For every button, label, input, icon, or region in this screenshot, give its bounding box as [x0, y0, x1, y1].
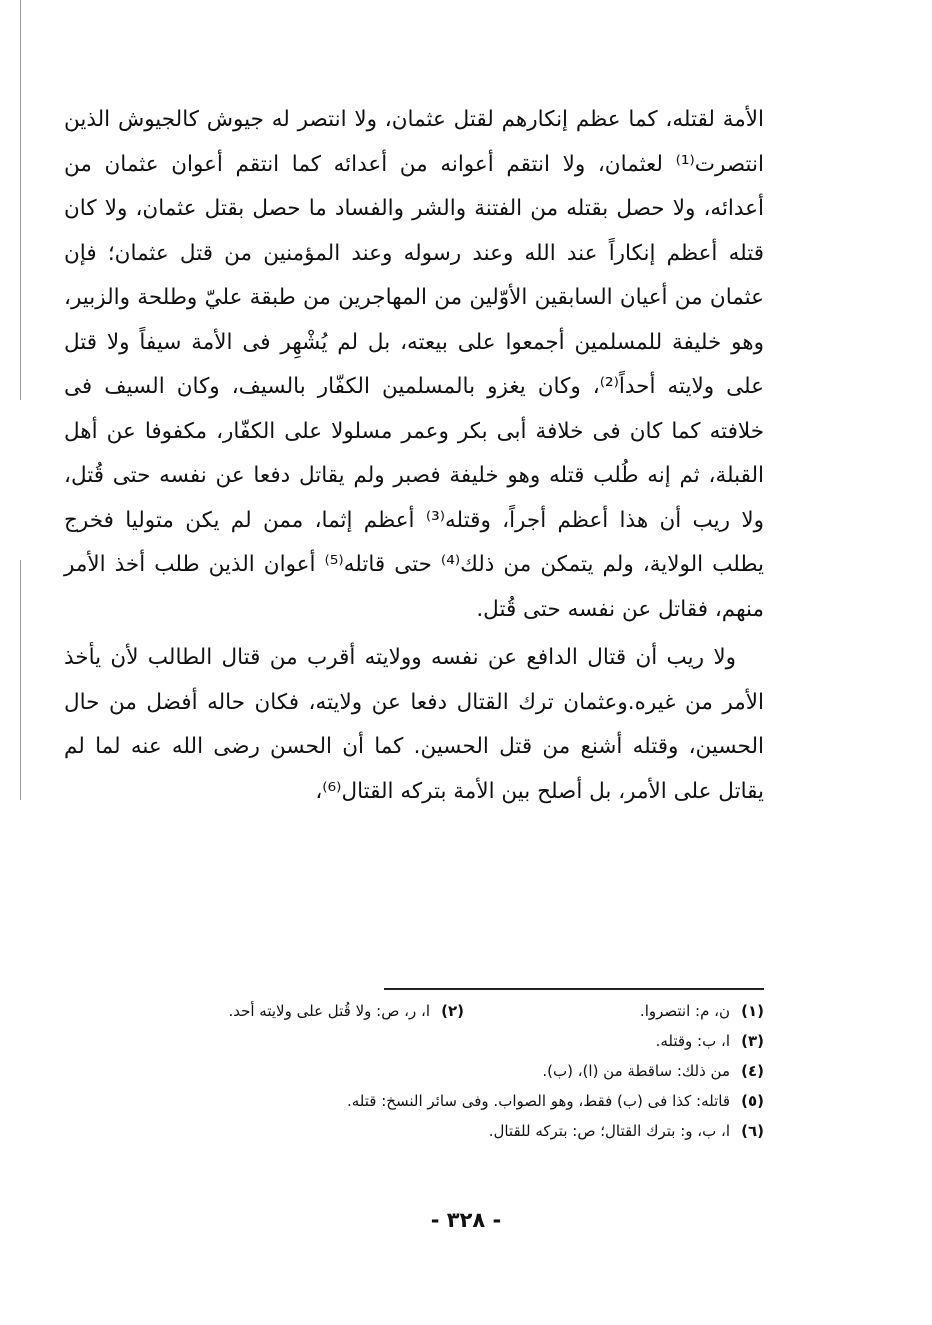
footnote-number: (٢): [441, 1002, 464, 1020]
footnote-number: (٥): [741, 1092, 764, 1110]
footnote-1: [464, 996, 764, 1026]
page-body: [64, 98, 764, 814]
footnote-row: [140, 996, 764, 1026]
footnote-6: [140, 1116, 764, 1146]
footnote-text: ن، م: انتصروا.: [639, 1002, 730, 1020]
footnote-number: (١): [741, 1002, 764, 1020]
footnote-text: من ذلك: ساقطة من (ا)، (ب).: [542, 1062, 730, 1080]
footnotes: [140, 996, 764, 1146]
footnote-separator: [384, 988, 764, 990]
footnote-number: (٤): [741, 1062, 764, 1080]
scan-margin-line: [20, 560, 21, 800]
footnote-5: [140, 1086, 764, 1116]
footnote-3: [140, 1026, 764, 1056]
footnote-text: ا، ب، و: بترك القتال؛ ص: بتركه للقتال.: [488, 1122, 730, 1140]
footnote-text: ا، ب: وقتله.: [655, 1032, 730, 1050]
body-paragraph-1: الأمة لقتله، كما عظم إنكارهم لقتل عثمان، ولا انتصر له جيوش كالجيوش الذين انتصرت⁽¹⁾ لعثمان، ولا انتقم أعوانه من أعدائه كما انتقم أعوان عثمان من أعدائه، ولا حصل بقتله من الفتنة والشر والفساد ما حصل بقتل عثمان، ولا كان قتله أعظم إنكاراً عند الله وعند رسوله وعند المؤمنين من قتل عثمان؛ فإن عثمان من أعيان السابقين الأوّلين من المهاجرين من طبقة عليّ وطلحة والزبير، وهو خليفة للمسلمين أجمعوا على بيعته، بل لم يُشْهِر فى الأمة سيفاً ولا قتل على ولايته أحداً⁽²⁾، وكان يغزو بالمسلمين الكفّار بالسيف، وكان السيف فى خلافته كما كان فى خلافة أبى بكر وعمر مسلولا على الكفّار، مكفوفا عن أهل القبلة، ثم إنه طُلب قتله وهو خليفة فصبر ولم يقاتل دفعا عن نفسه حتى قُتل، ولا ريب أن هذا أعظم أجراً، وقتله⁽³⁾ أعظم إثما، ممن لم يكن متوليا فخرج يطلب الولاية، ولم يتمكن من ذلك⁽⁴⁾ حتى قاتله⁽⁵⁾ أعوان الذين طلب أخذ الأمر منهم، فقاتل عن نفسه حتى قُتل.: [64, 107, 765, 622]
body-paragraph-2: ولا ريب أن قتال الدافع عن نفسه وولايته أقرب من قتال الطالب لأن يأخذ الأمر من غيره.وعثمان ترك القتال دفعا عن ولايته، فكان حاله أفضل من حال الحسين، وقتله أشنع من قتل الحسين. كما أن الحسن رضى الله عنه لما لم يقاتل على الأمر، بل أصلح بين الأمة بتركه القتال⁽⁶⁾،: [64, 645, 764, 804]
footnote-number: (٦): [741, 1122, 764, 1140]
footnote-text: ا، ر، ص: ولا قُتل على ولايته أحد.: [228, 1002, 430, 1020]
scan-margin-line: [20, 0, 21, 400]
footnote-number: (٣): [741, 1032, 764, 1050]
footnote-2: [228, 996, 464, 1026]
footnote-text: قاتله: كذا فى (ب) فقط، وهو الصواب. وفى سائر النسخ: قتله.: [347, 1092, 730, 1110]
footnote-4: [140, 1056, 764, 1086]
page-number: - ٣٢٨ -: [430, 1208, 502, 1232]
